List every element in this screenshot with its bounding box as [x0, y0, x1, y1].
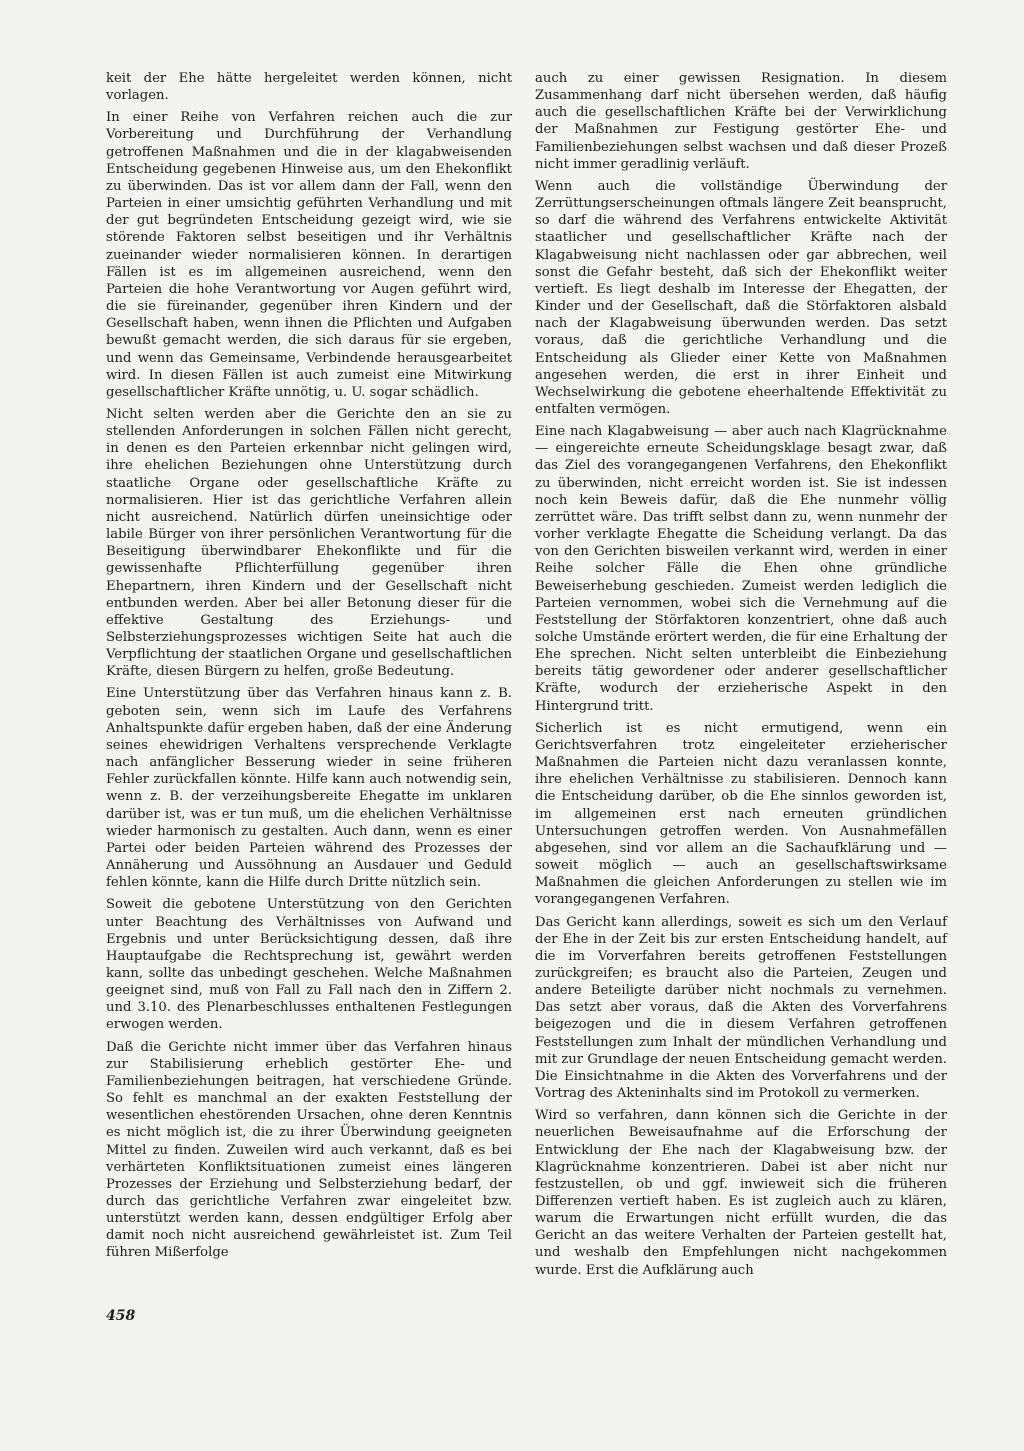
- paragraph: auch zu einer gewissen Resignation. In diesem Zusammenhang darf nicht übersehen werden, daß häufig auch die gesellschaftlichen Kräfte bei der Verwirklichung der Maßnahmen zur Festigung gestörter Ehe- und Familienbeziehungen selbst wachsen und daß dieser Prozeß nicht immer geradlinig verläuft.: [535, 71, 947, 172]
- paragraph: Daß die Gerichte nicht immer über das Verfahren hinaus zur Stabilisierung erheblich gestörter Ehe- und Familienbeziehungen beitragen, hat verschiedene Gründe. So fehlt es manchmal an der exakten Feststellung der wesentlichen ehestörenden Ursachen, ohne deren Kenntnis es nicht möglich ist, die zu ihrer Überwindung geeigneten Mittel zu finden. Zuweilen wird auch verkannt, daß es bei verhärteten Konfliktsituationen zumeist eines längeren Prozesses der Erziehung und Selbsterziehung bedarf, der durch das gerichtliche Verfahren zwar eingeleitet bzw. unterstützt werden kann, dessen endgültiger Erfolg aber damit noch nicht ausreichend gewährleistet ist. Zum Teil führen Mißerfolge: [106, 1039, 512, 1261]
- paragraph: Wenn auch die vollständige Überwindung der Zerrüttungserscheinungen oftmals längere Zeit beansprucht, so darf die während des Verfahrens entwickelte Aktivität staatlicher und gesellschaftlicher Kräfte nach der Klagabweisung nicht nachlassen oder gar abbrechen, weil sonst die Gefahr besteht, daß sich der Ehekonflikt weiter vertieft. Es liegt deshalb im Interesse der Ehegatten, der Kinder und der Gesellschaft, daß die Störfaktoren alsbald nach der Klagabweisung überwunden werden. Das setzt voraus, daß die gerichtliche Verhandlung und die Entscheidung als Glieder einer Kette von Maßnahmen angesehen werden, die erst in ihrer Einheit und Wechselwirkung die gebotene eheerhaltende Effektivität zu entfalten vermögen.: [535, 178, 947, 417]
- paragraph: keit der Ehe hätte hergeleitet werden können, nicht vorlagen.: [106, 71, 512, 104]
- page-number: 458: [106, 1308, 136, 1324]
- paragraph: Soweit die gebotene Unterstützung von den Gerichten unter Beachtung des Verhältnisses von Aufwand und Ergebnis und unter Berücksichtigung dessen, daß ihre Hauptaufgabe die Rechtsprechung ist, gewährt werden kann, sollte das unbedingt geschehen. Welche Maßnahmen geeignet sind, muß von Fall zu Fall nach den in Ziffern 2. und 3.10. des Plenarbeschlusses enthaltenen Festlegungen erwogen werden.: [106, 897, 512, 1033]
- paragraph: Nicht selten werden aber die Gerichte den an sie zu stellenden Anforderungen in solchen Fällen nicht gerecht, in denen es den Parteien erkennbar nicht gelingen wird, ihre ehelichen Beziehungen ohne Unterstützung durch staatliche Organe oder gesellschaftliche Kräfte zu normalisieren. Hier ist das gerichtliche Verfahren allein nicht ausreichend. Natürlich dürfen uneinsichtige oder labile Bürger von ihrer persönlichen Verantwortung für die Beseitigung überwindbarer Ehekonflikte und für die gewissenhafte Pflichterfüllung gegenüber ihren Ehepartnern, ihren Kindern und der Gesellschaft nicht entbunden werden. Aber bei aller Betonung dieser für die effektive Gestaltung des Erziehungs- und Selbsterziehungsprozesses wichtigen Seite hat auch die Verpflichtung der staatlichen Organe und gesellschaftlichen Kräfte, diesen Bürgern zu helfen, große Bedeutung.: [106, 406, 512, 680]
- paragraph: Eine nach Klagabweisung — aber auch nach Klagrücknahme — eingereichte erneute Scheidungsklage besagt zwar, daß das Ziel des vorangegangenen Verfahrens, den Ehekonflikt zu überwinden, nicht erreicht worden ist. Sie ist indessen noch kein Beweis dafür, daß die Ehe nunmehr völlig zerrüttet wäre. Das trifft selbst dann zu, wenn nunmehr der vorher verklagte Ehegatte die Scheidung verlangt. Da das von den Gerichten bisweilen verkannt wird, werden in einer Reihe solcher Fälle die Ehen ohne gründliche Beweiserhebung geschieden. Zumeist werden lediglich die Parteien vernommen, wobei sich die Vernehmung auf die Feststellung der Störfaktoren konzentriert, ohne daß auch solche Umstände erörtert werden, die für eine Erhaltung der Ehe sprechen. Nicht selten unterbleibt die Einbeziehung bereits tätig gewordener oder anderer gesellschaftlicher Kräfte, wodurch der erzieherische Aspekt in den Hintergrund tritt.: [535, 424, 947, 714]
- paragraph: Sicherlich ist es nicht ermutigend, wenn ein Gerichtsverfahren trotz eingeleiteter erzieherischer Maßnahmen die Parteien nicht dazu veranlassen konnte, ihre ehelichen Verhältnisse zu stabilisieren. Dennoch kann die Entscheidung darüber, ob die Ehe sinnlos geworden ist, im allgemeinen erst nach erneuten gründlichen Untersuchungen getroffen werden. Von Ausnahmefällen abgesehen, sind vor allem an die Sachaufklärung und — soweit möglich — auch an gesellschaftswirksame Maßnahmen die gleichen Anforderungen zu stellen wie im vorangegangenen Verfahren.: [535, 720, 947, 908]
- left-column: [106, 70, 512, 1267]
- paragraph: Eine Unterstützung über das Verfahren hinaus kann z. B. geboten sein, wenn sich im Laufe des Verfahrens Anhaltspunkte dafür ergeben haben, daß der eine Änderung seines ehewidrigen Verhaltens versprechende Verklagte nach anfänglicher Besserung wieder in seine früheren Fehler zurückfallen könnte. Hilfe kann auch notwendig sein, wenn z. B. der verzeihungsbereite Ehegatte im unklaren darüber ist, was er tun muß, um die ehelichen Verhältnisse wieder harmonisch zu gestalten. Auch dann, wenn es einer Partei oder beiden Parteien während des Prozesses der Annäherung und Aussöhnung an Ausdauer und Geduld fehlen könnte, kann die Hilfe durch Dritte nützlich sein.: [106, 686, 512, 891]
- paragraph: Wird so verfahren, dann können sich die Gerichte in der neuerlichen Beweisaufnahme auf die Erforschung der Entwicklung der Ehe nach der Klagabweisung bzw. der Klagrücknahme konzentrieren. Dabei ist aber nicht nur festzustellen, ob und ggf. inwieweit sich die früheren Differenzen vertieft haben. Es ist zugleich auch zu klären, warum die Erwartungen nicht erfüllt wurden, die das Gericht an das weitere Verhalten der Parteien gestellt hat, und weshalb den Empfehlungen nicht nachgekommen wurde. Erst die Aufklärung auch: [535, 1108, 947, 1278]
- paragraph: Das Gericht kann allerdings, soweit es sich um den Verlauf der Ehe in der Zeit bis zur ersten Entscheidung handelt, auf die im Vorverfahren bereits getroffenen Feststellungen zurückgreifen; es braucht also die Parteien, Zeugen und andere Beteiligte darüber nicht nochmals zu vernehmen. Das setzt aber voraus, daß die Akten des Vorverfahrens beigezogen und die in diesem Verfahren getroffenen Feststellungen zum Inhalt der mündlichen Verhandlung und mit zur Grundlage der neuen Entscheidung gemacht werden. Die Einsichtnahme in die Akten des Vorverfahrens und der Vortrag des Akteninhalts sind im Protokoll zu vermerken.: [535, 914, 947, 1102]
- right-column: [535, 70, 947, 1284]
- paragraph: In einer Reihe von Verfahren reichen auch die zur Vorbereitung und Durchführung der Verhandlung getroffenen Maßnahmen und die in der klagabweisenden Entscheidung gegebenen Hinweise aus, um den Ehekonflikt zu überwinden. Das ist vor allem dann der Fall, wenn den Parteien in einer umsichtig geführten Verhandlung und mit der gut begründeten Entscheidung gezeigt wird, wie sie störende Faktoren selbst beseitigen und ihr Verhältnis zueinander wieder normalisieren können. In derartigen Fällen ist es im allgemeinen ausreichend, wenn den Parteien die hohe Verantwortung vor Augen geführt wird, die sie füreinander, gegenüber ihren Kindern und der Gesellschaft haben, wenn ihnen die Pflichten und Aufgaben bewußt gemacht werden, die sich daraus für sie ergeben, und wenn das Gemeinsame, Verbindende herausgearbeitet wird. In diesen Fällen ist auch zumeist eine Mitwirkung gesellschaftlicher Kräfte unnötig, u. U. sogar schädlich.: [106, 110, 512, 400]
